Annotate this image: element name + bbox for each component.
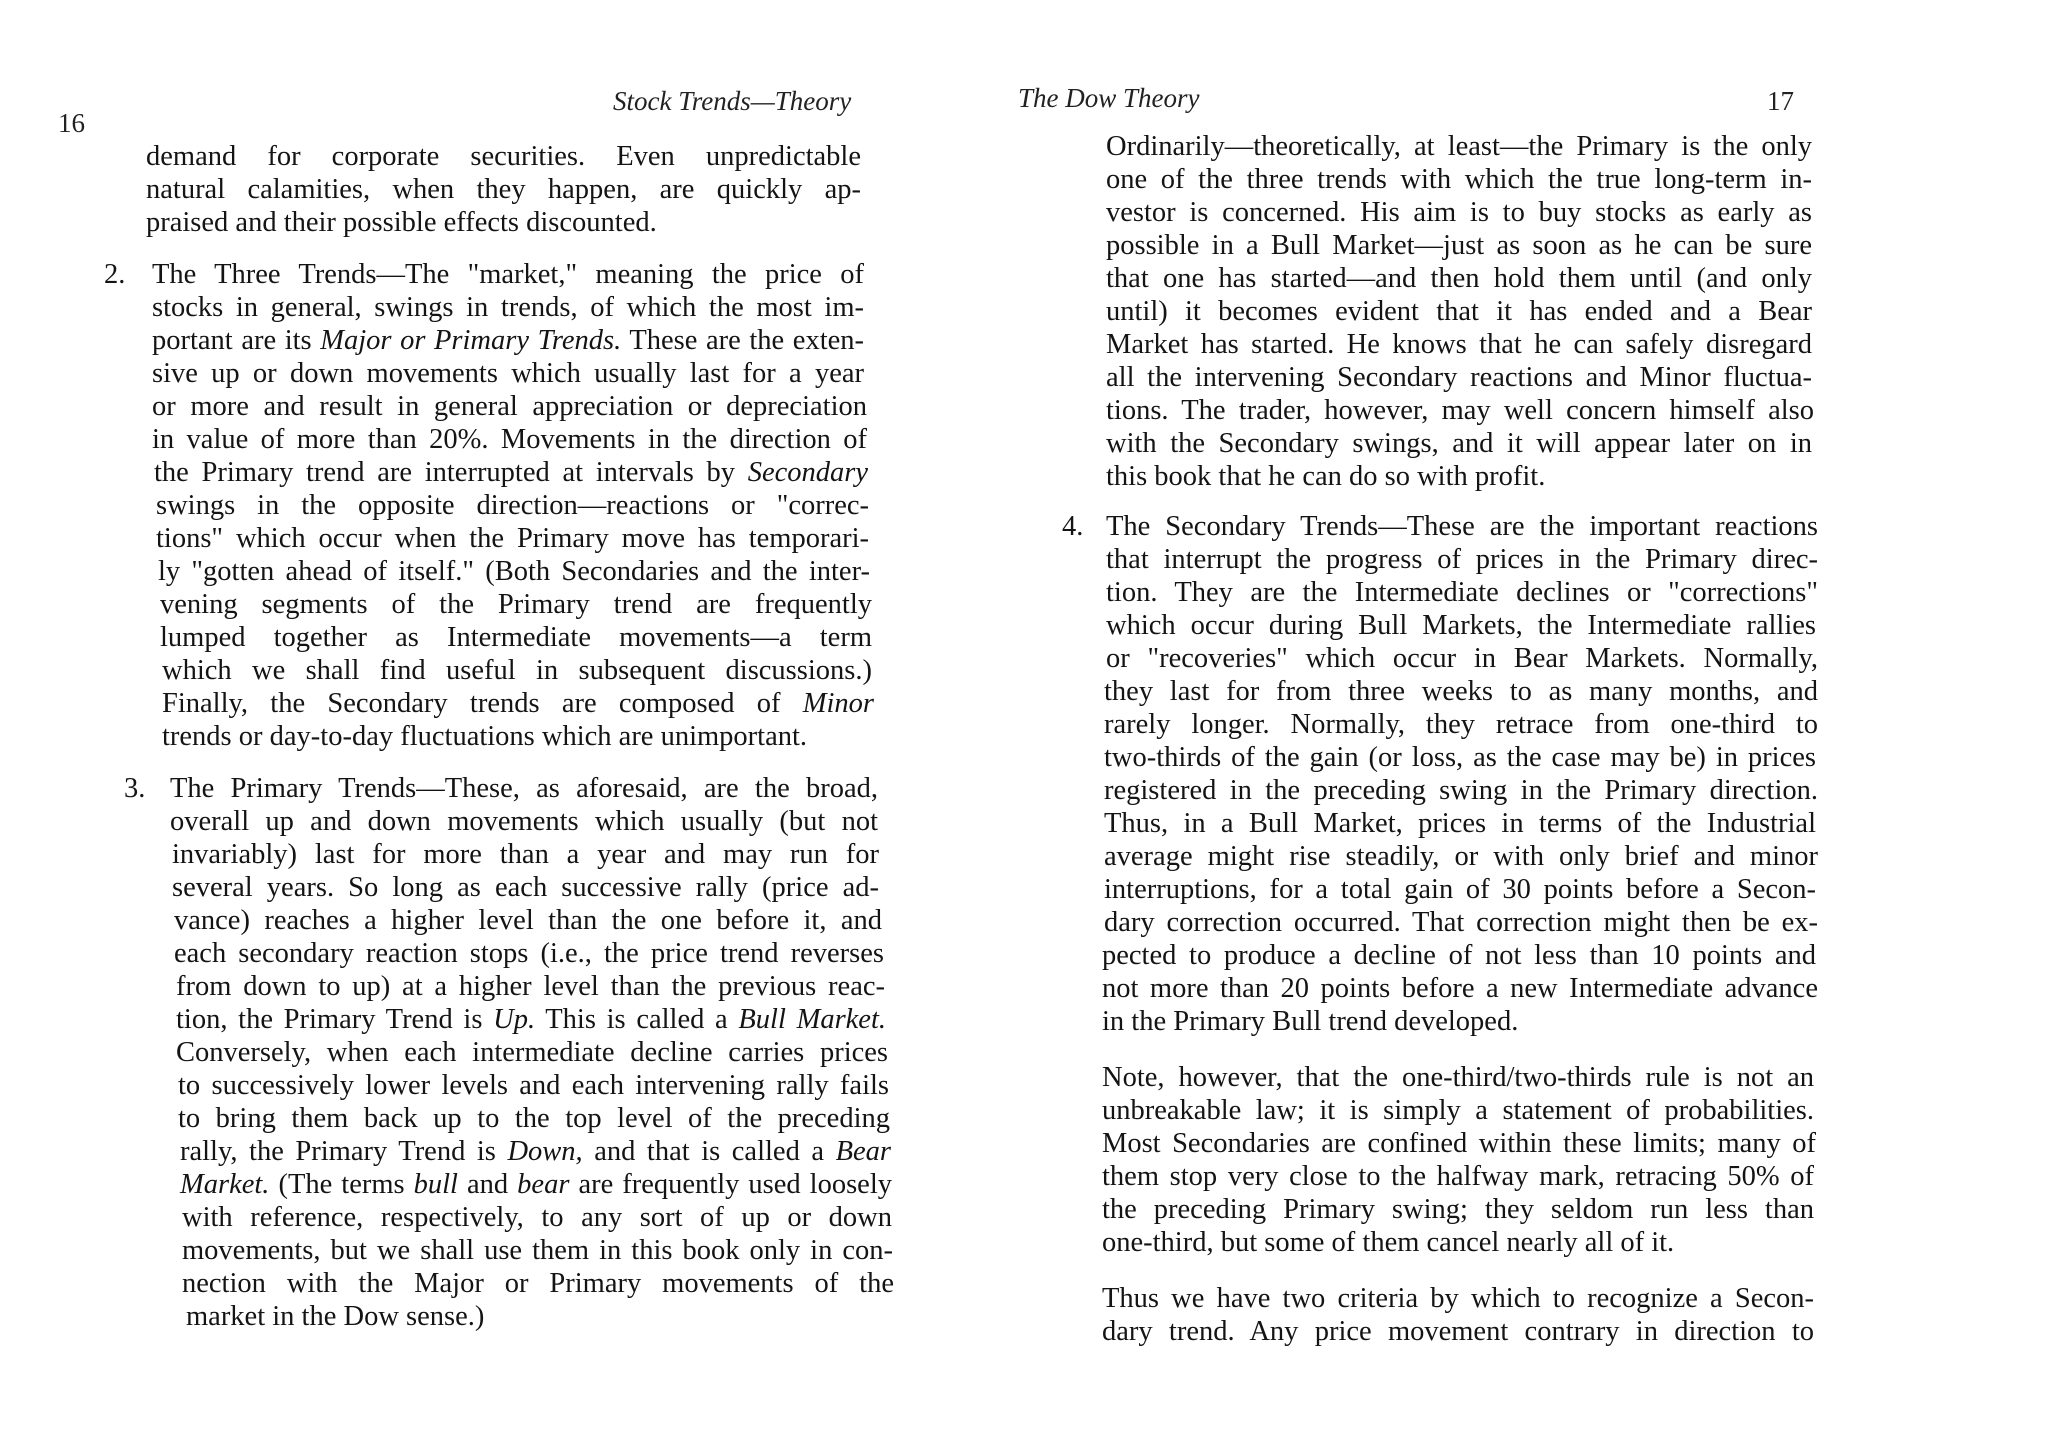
text-run: possible in a Bull Market—just as soon as he can be sure <box>1106 230 1812 261</box>
italic-text: Major or Primary Trends. <box>320 325 622 356</box>
text-line <box>160 621 872 654</box>
text-run: Note, however, that the one-third/two-thirds rule is not an <box>1102 1062 1814 1093</box>
text-line <box>158 555 870 588</box>
text-run: dary trend. Any price movement contrary in direction to <box>1102 1316 1814 1347</box>
text-line <box>1104 708 1818 741</box>
text-line <box>154 456 868 489</box>
text-run: natural calamities, when they happen, are quickly ap- <box>146 174 861 205</box>
text-line <box>170 805 878 838</box>
text-line <box>1106 510 1818 543</box>
italic-text: bull <box>413 1169 458 1200</box>
text-run: tions" which occur when the Primary move has temporari- <box>156 523 869 554</box>
page-number: 16 <box>58 108 85 138</box>
text-line <box>178 1102 890 1135</box>
text-line <box>146 140 861 173</box>
text-line <box>182 1201 892 1234</box>
italic-text: Minor <box>802 688 874 719</box>
text-line <box>1106 609 1816 642</box>
text-run: Market has started. He knows that he can safely disregard <box>1106 329 1812 360</box>
text-line <box>1102 1094 1814 1127</box>
italic-text: Secondary <box>747 457 868 488</box>
text-run: which occur during Bull Markets, the Intermediate rallies <box>1106 610 1816 641</box>
text-line <box>1106 642 1818 675</box>
italic-text: Bear <box>835 1136 891 1167</box>
text-line <box>146 173 861 206</box>
text-line <box>176 1036 888 1069</box>
text-run: trends or day-to-day fluctuations which are unimportant. <box>162 721 808 752</box>
text-run: vance) reaches a higher level than the one before it, and <box>174 905 882 936</box>
running-header: The Dow Theory <box>1018 83 1200 113</box>
right-page <box>1000 0 2048 1448</box>
text-line <box>1106 295 1812 328</box>
text-line <box>176 1003 886 1036</box>
text-run: that one has started—and then hold them until (and only <box>1106 263 1812 294</box>
text-run: or "recoveries" which occur in Bear Markets. Normally, <box>1106 643 1818 674</box>
text-line <box>146 206 657 239</box>
text-run: The Primary Trends—These, as aforesaid, are the broad, <box>170 773 878 804</box>
text-line <box>1102 1061 1814 1094</box>
text-run: one of the three trends with which the true long-term in- <box>1106 164 1812 195</box>
text-line <box>160 588 872 621</box>
text-line <box>156 489 869 522</box>
text-run: and that is called a <box>582 1136 836 1167</box>
text-line <box>1104 807 1816 840</box>
text-run: tions. The trader, however, may well concern himself also <box>1106 395 1814 426</box>
text-run: Finally, the Secondary trends are composed of <box>162 688 803 719</box>
italic-text: Down, <box>507 1136 583 1167</box>
left-page <box>0 0 1000 1448</box>
text-run: sive up or down movements which usually last for a year <box>152 358 864 389</box>
text-run: swings in the opposite direction—reactions or "correc- <box>156 490 869 521</box>
text-run: Most Secondaries are confined within these limits; many of <box>1102 1128 1816 1159</box>
text-run: market in the Dow sense.) <box>186 1301 485 1332</box>
text-line <box>180 1135 891 1168</box>
text-run: which we shall find useful in subsequent discussions.) <box>162 655 872 686</box>
text-run: demand for corporate securities. Even unpredictable <box>146 141 861 172</box>
text-line <box>1102 1282 1814 1315</box>
text-run: with the Secondary swings, and it will appear later on in <box>1106 428 1812 459</box>
text-run: not more than 20 points before a new Intermediate advance <box>1102 973 1818 1004</box>
text-run: tion, the Primary Trend is <box>176 1004 494 1035</box>
text-line <box>152 291 864 324</box>
text-run: each secondary reaction stops (i.e., the price trend reverses <box>174 938 884 969</box>
italic-text: Bull Market. <box>738 1004 887 1035</box>
text-run: or more and result in general appreciation or depreciation <box>152 391 867 422</box>
text-run: portant are its <box>152 325 321 356</box>
text-run: two-thirds of the gain (or loss, as the case may be) in prices <box>1104 742 1816 773</box>
text-run: registered in the preceding swing in the Primary direction. <box>1104 775 1818 806</box>
text-run: ly "gotten ahead of itself." (Both Secondaries and the inter- <box>158 556 870 587</box>
text-line <box>1102 1160 1814 1193</box>
text-run: invariably) last for more than a year and may run for <box>172 839 879 870</box>
text-line <box>1104 774 1818 807</box>
text-line <box>152 390 867 423</box>
text-run: vestor is concerned. His aim is to buy stocks as early as <box>1106 197 1812 228</box>
text-line <box>172 871 879 904</box>
text-run: several years. So long as each successive rally (price ad- <box>172 872 879 903</box>
text-run: These are the exten- <box>621 325 865 356</box>
text-run: lumped together as Intermediate movements—a term <box>160 622 872 653</box>
text-line <box>1106 163 1812 196</box>
text-run: all the intervening Secondary reactions and Minor fluctua- <box>1106 362 1812 393</box>
text-run: average might rise steadily, or with only brief and minor <box>1104 841 1818 872</box>
text-line <box>1104 741 1816 774</box>
text-run: stocks in general, swings in trends, of which the most im- <box>152 292 864 323</box>
text-line <box>180 1168 892 1201</box>
text-line <box>170 772 878 805</box>
text-line <box>1106 576 1818 609</box>
text-run: in value of more than 20%. Movements in the direction of <box>152 424 867 455</box>
text-line <box>152 423 867 456</box>
text-run: are frequently used loosely <box>569 1169 892 1200</box>
text-line <box>1104 840 1818 873</box>
text-run: pected to produce a decline of not less than 10 points and <box>1102 940 1816 971</box>
text-run: Thus we have two criteria by which to recognize a Secon- <box>1102 1283 1814 1314</box>
text-run: tion. They are the Intermediate declines or "corrections" <box>1106 577 1818 608</box>
text-run: Conversely, when each intermediate decline carries prices <box>176 1037 888 1068</box>
text-run: praised and their possible effects discounted. <box>146 207 657 238</box>
text-line <box>1102 939 1816 972</box>
text-line <box>174 904 882 937</box>
text-run: rarely longer. Normally, they retrace from one-third to <box>1104 709 1818 740</box>
text-line <box>176 970 885 1003</box>
text-run: to bring them back up to the top level of the preceding <box>178 1103 890 1134</box>
text-run: dary correction occurred. That correction might then be ex- <box>1104 907 1818 938</box>
text-line <box>186 1300 516 1333</box>
text-run: the preceding Primary swing; they seldom run less than <box>1102 1194 1814 1225</box>
text-run: to successively lower levels and each intervening rally fails <box>178 1070 889 1101</box>
text-line <box>1102 1315 1814 1348</box>
text-line <box>1102 1127 1816 1160</box>
text-line <box>1106 543 1818 576</box>
text-run: this book that he can do so with profit. <box>1106 461 1546 492</box>
text-run: rally, the Primary Trend is <box>180 1136 508 1167</box>
text-run: The Secondary Trends—These are the important reactions <box>1106 511 1818 542</box>
text-line <box>1102 1193 1814 1226</box>
text-run: until) it becomes evident that it has ended and a Bear <box>1106 296 1812 327</box>
running-header: Stock Trends—Theory <box>613 86 852 116</box>
text-run: from down to up) at a higher level than the previous reac- <box>176 971 885 1002</box>
italic-text: Market. <box>180 1169 270 1200</box>
text-line <box>156 522 869 555</box>
text-run: This is called a <box>535 1004 739 1035</box>
text-line <box>1106 229 1812 262</box>
text-line <box>1106 196 1812 229</box>
text-run: they last for from three weeks to as many months, and <box>1104 676 1818 707</box>
text-run: Ordinarily—theoretically, at least—the Primary is the only <box>1106 131 1812 162</box>
text-line <box>1102 972 1818 1005</box>
text-line <box>1106 262 1812 295</box>
text-line <box>182 1267 894 1300</box>
text-line <box>1106 130 1812 163</box>
text-line <box>152 324 864 357</box>
page-number: 17 <box>1767 86 1794 116</box>
list-item-number: 3. <box>124 773 146 804</box>
text-line <box>1106 427 1812 460</box>
text-run: one-third, but some of them cancel nearly all of it. <box>1102 1227 1675 1258</box>
list-item-number: 2. <box>104 259 126 290</box>
list-item-number: 4. <box>1062 511 1084 542</box>
text-line <box>162 720 852 753</box>
text-line <box>178 1069 889 1102</box>
text-line <box>172 838 879 871</box>
text-run: with reference, respectively, to any sort of up or down <box>182 1202 892 1233</box>
text-run: movements, but we shall use them in this book only in con- <box>182 1235 893 1266</box>
text-run: (The terms <box>269 1169 414 1200</box>
text-run: vening segments of the Primary trend are frequently <box>160 589 872 620</box>
text-line <box>152 357 864 390</box>
text-run: Thus, in a Bull Market, prices in terms of the Industrial <box>1104 808 1816 839</box>
text-run: unbreakable law; it is simply a statement of probabilities. <box>1102 1095 1814 1126</box>
text-run: and <box>457 1169 518 1200</box>
text-line <box>162 687 874 720</box>
text-line <box>152 258 864 291</box>
text-line <box>1106 394 1814 427</box>
text-line <box>162 654 872 687</box>
text-line <box>1104 906 1818 939</box>
text-line <box>1106 460 1606 493</box>
italic-text: Up. <box>493 1004 536 1035</box>
text-run: that interrupt the progress of prices in the Primary direc- <box>1106 544 1818 575</box>
italic-text: bear <box>517 1169 570 1200</box>
text-line <box>174 937 884 970</box>
text-run: interruptions, for a total gain of 30 points before a Secon- <box>1104 874 1816 905</box>
text-line <box>1106 361 1812 394</box>
text-line <box>1102 1005 1542 1038</box>
text-run: overall up and down movements which usually (but not <box>170 806 878 837</box>
text-line <box>1106 328 1812 361</box>
text-line <box>1102 1226 1702 1259</box>
text-line <box>182 1234 893 1267</box>
text-line <box>1104 675 1818 708</box>
text-run: nection with the Major or Primary movements of the <box>182 1268 894 1299</box>
text-run: The Three Trends—The "market," meaning the price of <box>152 259 864 290</box>
text-run: them stop very close to the halfway mark, retracing 50% of <box>1102 1161 1814 1192</box>
text-run: the Primary trend are interrupted at intervals by <box>154 457 748 488</box>
text-run: in the Primary Bull trend developed. <box>1102 1006 1519 1037</box>
text-line <box>1104 873 1816 906</box>
